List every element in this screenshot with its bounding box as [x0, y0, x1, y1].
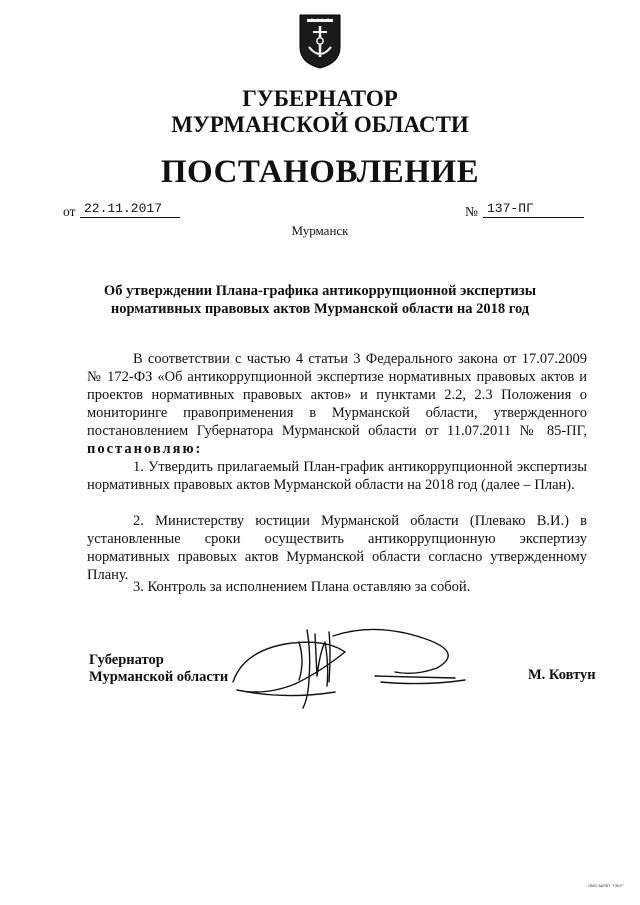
document-type-heading: ПОСТАНОВЛЕНИЕ	[160, 154, 480, 190]
item-1-text: 1. Утвердить прилагаемый План-график антикоррупционной экспертизы нормативных правовых актов Мурманской области на 2018 год (далее – План).	[87, 459, 587, 493]
subject-line2: нормативных правовых актов Мурманской области на 2018 год	[110, 301, 530, 317]
decree-item-3	[87, 578, 587, 596]
decree-item-2	[87, 512, 587, 584]
item-3-text: 3. Контроль за исполнением Плана оставляю за собой.	[133, 579, 471, 595]
resolve-word: постановляю:	[87, 441, 203, 457]
date-prefix: от	[63, 204, 76, 219]
signatory-title-line2: Мурманской области	[89, 669, 229, 685]
authority-title-line2: МУРМАНСКОЙ ОБЛАСТИ	[171, 112, 469, 137]
authority-title-line1: ГУБЕРНАТОР	[242, 86, 398, 111]
preamble-paragraph	[87, 350, 587, 458]
decree-date: 22.11.2017	[80, 201, 180, 218]
subject-line1: Об утверждении Плана-графика антикоррупционной экспертизы	[103, 283, 537, 299]
decree-subject	[80, 282, 560, 318]
decree-number: 137-ПГ	[483, 201, 584, 218]
decree-item-1	[87, 458, 587, 494]
preamble-text: В соответствии с частью 4 статьи 3 Федерального закона от 17.07.2009 № 172-ФЗ «Об антикоррупционной экспертизе нормативных правовых актов и проектов нормативных правовых актов» и пунктами 2.2, 2.3 Положения о мониторинге правоприменения в Мурманской области, утвержденного постановлением Губернатора Мурманской области от 11.07.2011 № 85-ПГ,	[87, 351, 587, 439]
handwritten-signature	[225, 612, 475, 722]
print-code: ОМО МИЗП "ГЗКУ"	[588, 883, 624, 888]
item-2-text: 2. Министерству юстиции Мурманской области (Плевако В.И.) в установленные сроки осуществить антикоррупционную экспертизу нормативных правовых актов Мурманской области согласно утвержденному Плану.	[87, 513, 587, 583]
signatory-name: М. Ковтун	[528, 667, 596, 683]
number-prefix: №	[465, 204, 478, 219]
coat-of-arms-icon	[298, 13, 342, 69]
city-name: Мурманск	[291, 223, 349, 238]
signatory-title-line1: Губернатор	[89, 652, 164, 668]
